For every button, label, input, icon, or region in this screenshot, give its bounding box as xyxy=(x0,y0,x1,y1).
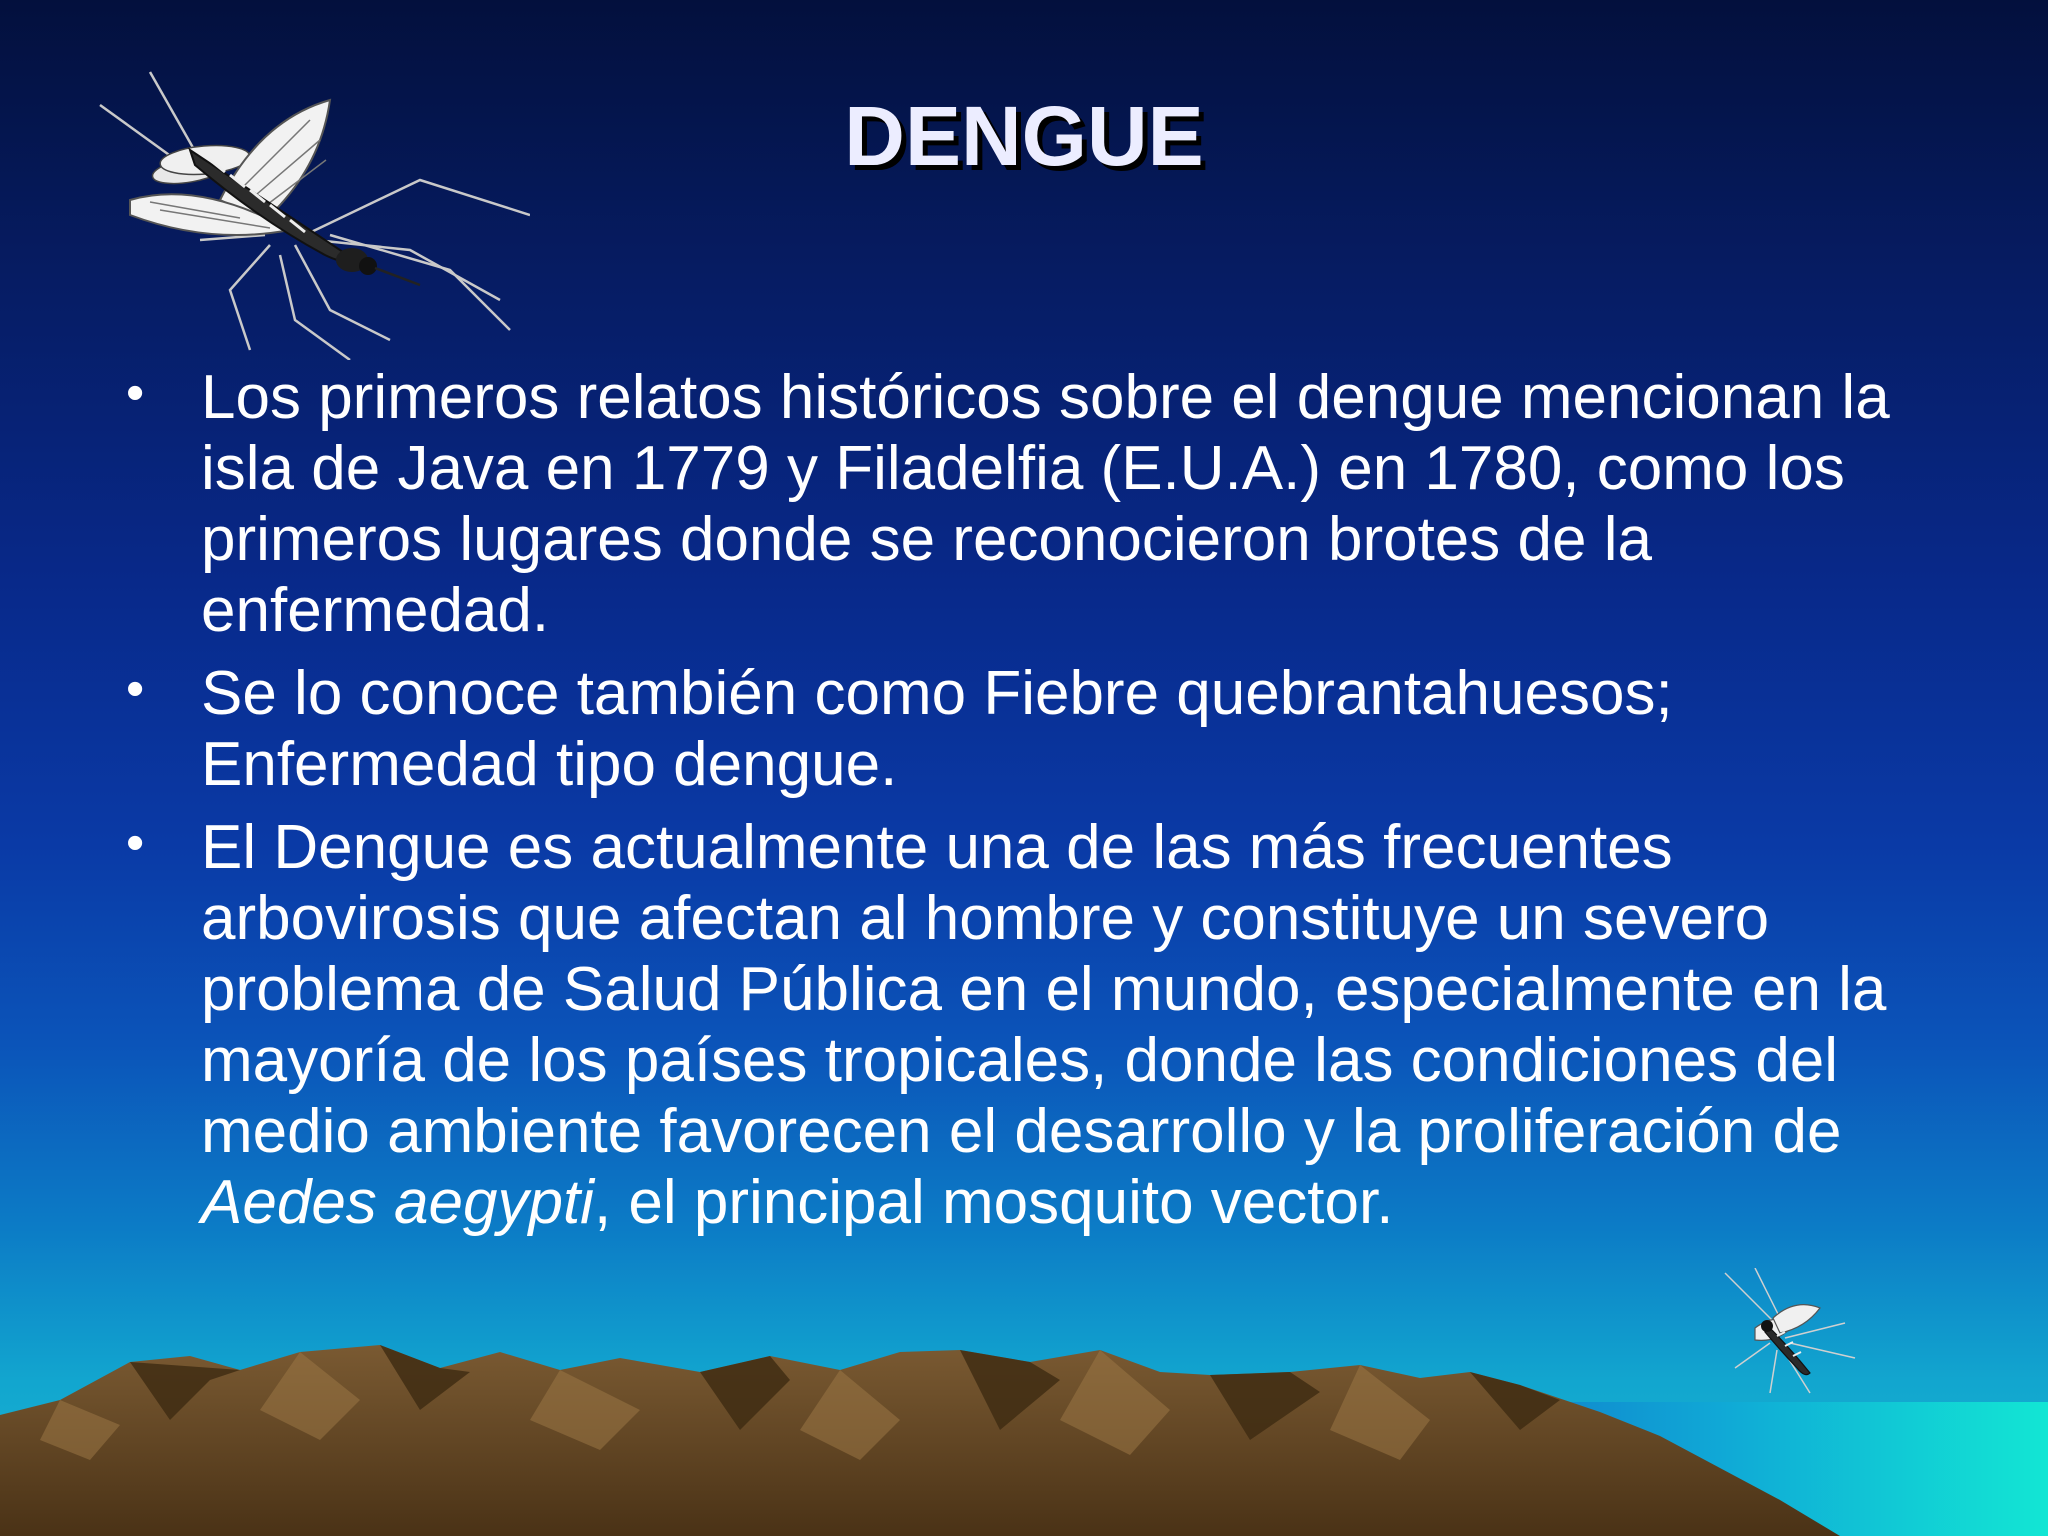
slide-title: DENGUE xyxy=(844,89,1204,183)
bullet-symbol: • xyxy=(126,814,145,872)
mosquito-icon xyxy=(1715,1268,1865,1398)
bullet-text: Se lo conoce también como Fiebre quebrantahuesos; Enfermedad tipo dengue. xyxy=(201,659,1673,799)
bullet-text: Los primeros relatos históricos sobre el dengue mencionan la isla de Java en 1779 y Filadelfia (E.U.A.) en 1780, como los primeros lugares donde se reconocieron brotes de la enfermedad. xyxy=(201,363,1890,645)
bullet-list xyxy=(120,362,1920,1250)
bullet-text-part: El Dengue es actualmente una de las más frecuentes arbovirosis que afectan al hombre y constituye un severo problema de Salud Pública en el mundo, especialmente en la mayoría de los países tropicales, donde las condiciones del medio ambiente favorecen el desarrollo y la proliferación de xyxy=(201,813,1887,1166)
list-item xyxy=(120,812,1920,1238)
list-item xyxy=(120,362,1920,646)
bullet-text-part: , el principal mosquito vector. xyxy=(593,1168,1394,1237)
bullet-text xyxy=(201,813,1886,1237)
species-name: Aedes aegypti xyxy=(201,1168,594,1237)
bullet-symbol: • xyxy=(126,364,145,422)
mountain-range xyxy=(0,1345,1840,1536)
bullet-symbol: • xyxy=(126,660,145,718)
list-item xyxy=(120,658,1920,800)
